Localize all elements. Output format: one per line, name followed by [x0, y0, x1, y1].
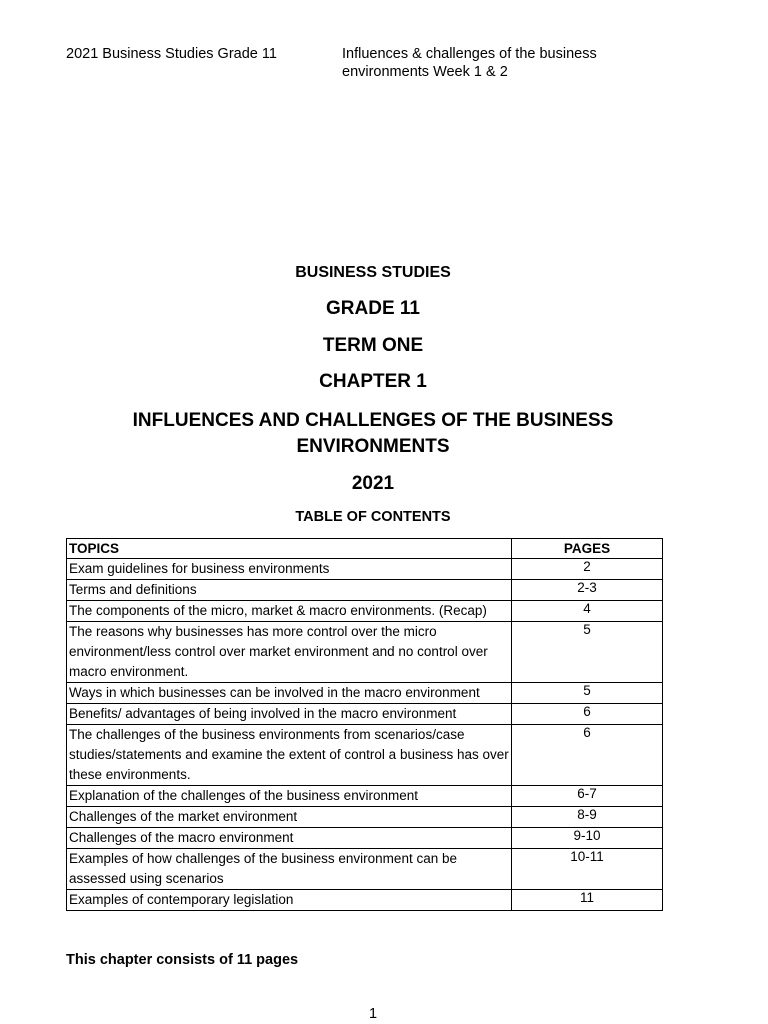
table-row [67, 849, 663, 890]
toc-topic: Explanation of the challenges of the business environment [67, 786, 512, 807]
toc-topic: Ways in which businesses can be involved in the macro environment [67, 683, 512, 704]
toc-topic: The components of the micro, market & macro environments. (Recap) [67, 601, 512, 622]
toc-pages: 6-7 [512, 786, 663, 807]
table-of-contents [66, 538, 663, 911]
toc-pages: 6 [512, 725, 663, 786]
toc-topic: Challenges of the market environment [67, 807, 512, 828]
chapter-title: CHAPTER 1 [319, 371, 427, 392]
table-row [67, 580, 663, 601]
toc-pages: 2-3 [512, 580, 663, 601]
toc-pages: 10-11 [512, 849, 663, 890]
table-row [67, 786, 663, 807]
toc-topic: The challenges of the business environments from scenarios/case studies/statements and examine the extent of control a business has over these environments. [67, 725, 512, 786]
table-row [67, 559, 663, 580]
table-row [67, 828, 663, 849]
toc-pages: 5 [512, 622, 663, 683]
toc-pages: 2 [512, 559, 663, 580]
toc-pages: 8-9 [512, 807, 663, 828]
table-row [67, 807, 663, 828]
chapter-summary: This chapter consists of 11 pages [66, 952, 299, 968]
toc-topic: Terms and definitions [67, 580, 512, 601]
toc-topic: Benefits/ advantages of being involved in the macro environment [67, 704, 512, 725]
table-row [67, 890, 663, 911]
table-row [67, 683, 663, 704]
year-title: 2021 [351, 473, 395, 494]
header-right-text: Influences & challenges of the business environments Week 1 & 2 [342, 46, 597, 80]
term-title: TERM ONE [322, 335, 424, 356]
toc-pages: 11 [512, 890, 663, 911]
chapter-name: INFLUENCES AND CHALLENGES OF THE BUSINESS ENVIRONMENTS [132, 410, 614, 457]
grade-title: GRADE 11 [326, 298, 420, 319]
toc-heading: TABLE OF CONTENTS [295, 509, 451, 525]
table-row [67, 601, 663, 622]
table-row [67, 725, 663, 786]
table-row [67, 704, 663, 725]
toc-header-row [67, 539, 663, 559]
toc-topic: Examples of how challenges of the business environment can be assessed using scenarios [67, 849, 512, 890]
toc-header-pages: PAGES [512, 539, 663, 559]
header-left-text: 2021 Business Studies Grade 11 [66, 46, 277, 62]
toc-topic: Examples of contemporary legislation [67, 890, 512, 911]
toc-pages: 6 [512, 704, 663, 725]
toc-topic: The reasons why businesses has more control over the micro environment/less control over market environment and no control over macro environment. [67, 622, 512, 683]
toc-pages: 9-10 [512, 828, 663, 849]
toc-topic: Challenges of the macro environment [67, 828, 512, 849]
page-number: 1 [368, 1006, 378, 1022]
toc-header-topics: TOPICS [67, 539, 512, 559]
subject-title: BUSINESS STUDIES [295, 264, 451, 281]
toc-topic: Exam guidelines for business environments [67, 559, 512, 580]
toc-pages: 4 [512, 601, 663, 622]
table-row [67, 622, 663, 683]
toc-pages: 5 [512, 683, 663, 704]
